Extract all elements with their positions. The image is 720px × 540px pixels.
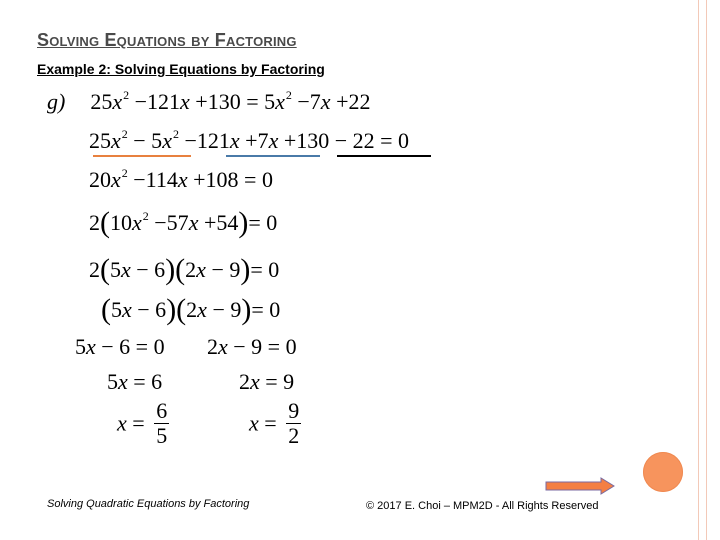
- equation-line-4: $2(10x^2 -57x +54)= 0$: [89, 206, 278, 239]
- right-solution-step-1: 2x − 9 = 0: [207, 334, 297, 359]
- equation-line-2: $25x^2 - 5x^2 -121x +7x +130 - 22 = 0$: [89, 127, 410, 153]
- footer-copyright: © 2017 E. Choi – MPM2D - All Rights Reserved: [366, 500, 599, 512]
- frame-line-left: [698, 0, 699, 540]
- right-solution-step-2: 2x = 9: [239, 369, 295, 394]
- left-solution-step-1: 5x − 6 = 0: [75, 334, 165, 359]
- slide-title: Solving Equations by Factoring: [37, 30, 297, 50]
- equation-line-3: $20x^2 -114x +108 = 0$: [89, 166, 273, 192]
- left-solution-result: x = $\frac{6}{5}$: [117, 398, 168, 448]
- right-arrow-icon[interactable]: [545, 477, 615, 495]
- equation-line-6: (5x − 6)(2x − 9)= 0: [101, 293, 281, 326]
- equation-line-5: 2(5x − 6)(2x − 9)= 0: [89, 253, 280, 286]
- problem-label: g): [47, 89, 66, 114]
- underline-x-squared-terms: [93, 155, 191, 157]
- right-fraction: $\frac{9}{2}$: [288, 398, 300, 448]
- right-solution-result: x = $\frac{9}{2}$: [249, 398, 300, 448]
- frame-line-right: [706, 0, 707, 540]
- underline-x-terms: [226, 155, 320, 157]
- equation-line-1: g) $25x^2 -121x +130 = 5x^2 -7x +22$: [47, 88, 371, 114]
- footer-topic: Solving Quadratic Equations by Factoring: [47, 498, 250, 510]
- example-subtitle: Example 2: Solving Equations by Factoring: [37, 61, 325, 77]
- left-fraction: $\frac{6}{5}$: [156, 398, 168, 448]
- underline-constant-terms: [337, 155, 431, 157]
- left-solution-step-2: 5x = 6: [107, 369, 163, 394]
- decorative-circle: [643, 452, 683, 492]
